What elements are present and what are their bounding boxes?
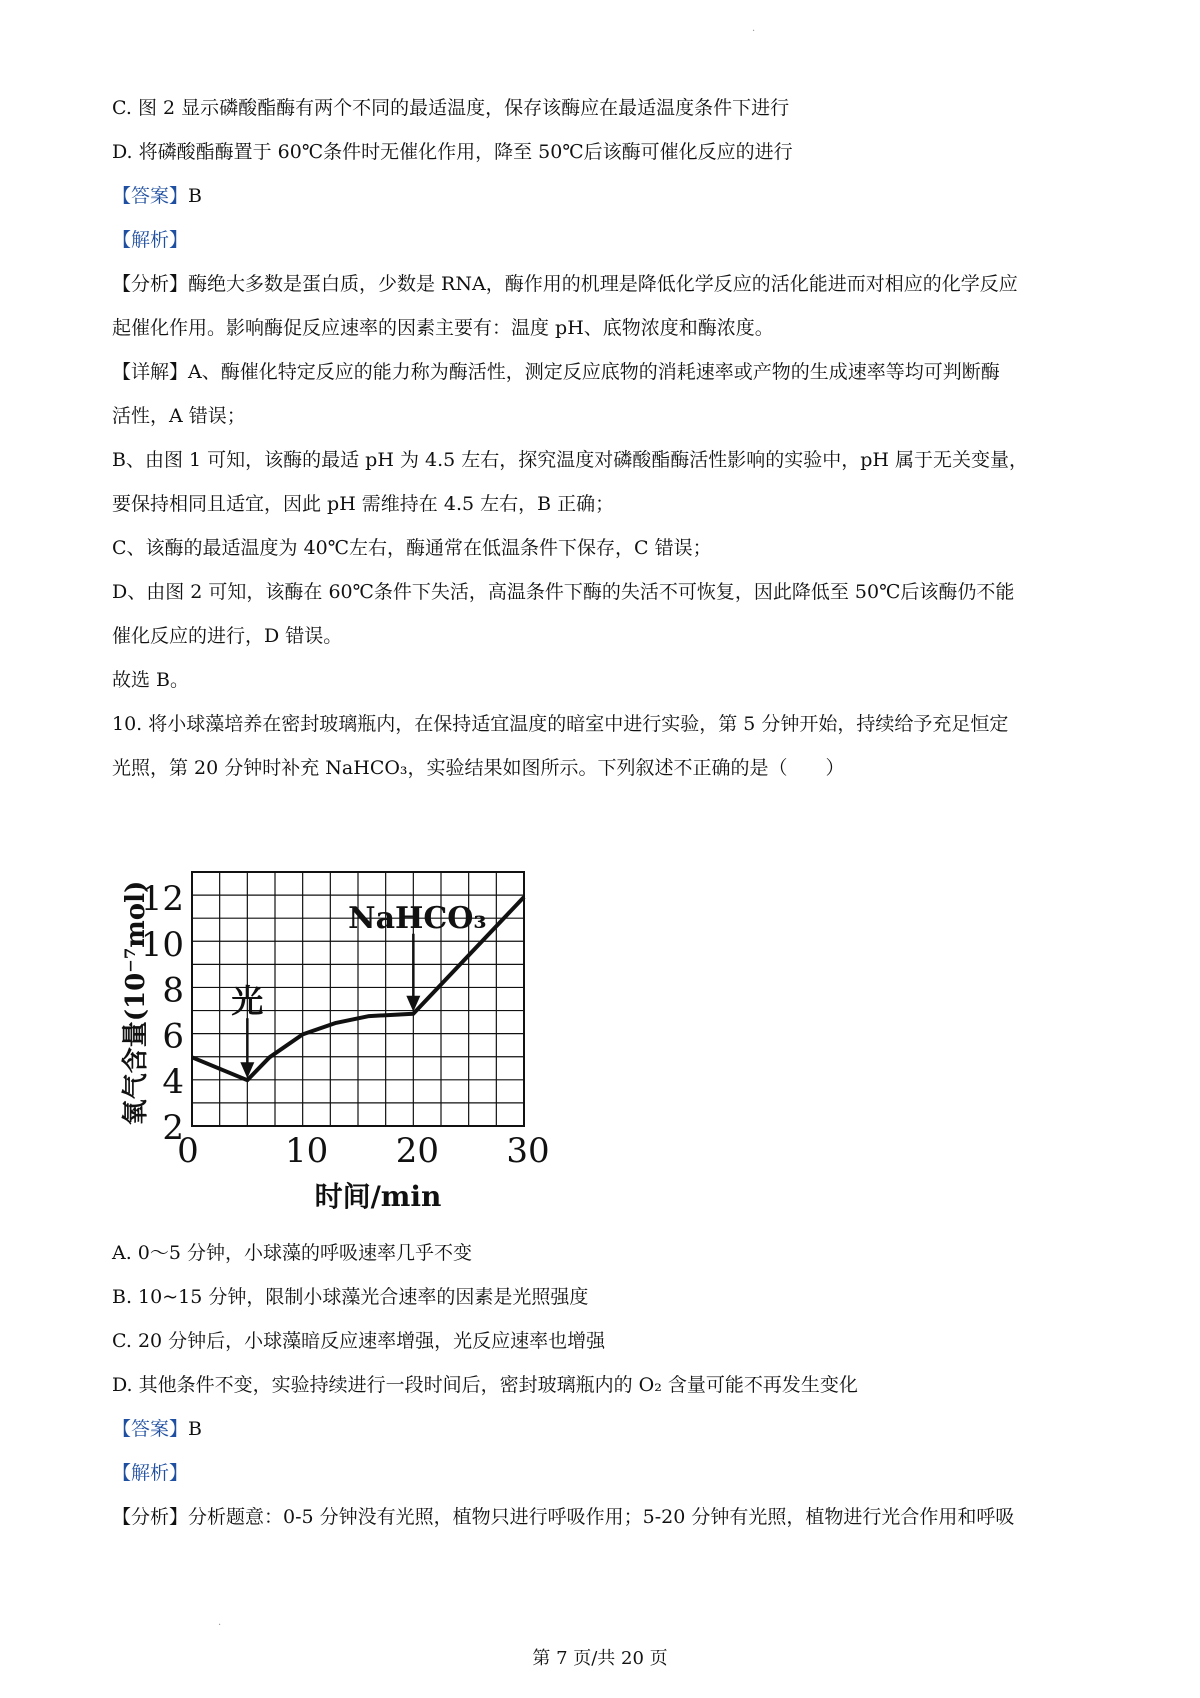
page-footer: 第 7 页/共 20 页	[532, 1648, 668, 1669]
scan-dot: ·	[218, 1620, 222, 1631]
q9-analysis-1-text: 【分析】酶绝大多数是蛋白质，少数是 RNA，酶作用的机理是降低化学反应的活化能进而对相应的化学反应	[112, 273, 1018, 295]
q10-option-d-text: D. 其他条件不变，实验持续进行一段时间后，密封玻璃瓶内的 O₂ 含量可能不再发生变化	[112, 1374, 858, 1396]
x-tick-label: 10	[285, 1131, 329, 1171]
y-axis-label: 氧气含量(10⁻⁷mol)	[121, 880, 151, 1126]
q10-stem-2-text: 光照，第 20 分钟时补充 NaHCO₃，实验结果如图所示。下列叙述不正确的是（ ）	[112, 757, 845, 779]
q9-detail-3-text: B、由图 1 可知，该酶的最适 pH 为 4.5 左右，探究温度对磷酸酯酶活性影响的实验中，pH 属于无关变量，	[112, 449, 1029, 471]
q9-answer-text: B	[188, 185, 202, 207]
q10-option-b-text: B. 10~15 分钟，限制小球藻光合速率的因素是光照强度	[112, 1286, 589, 1308]
y-tick-label: 6	[162, 1016, 184, 1057]
q10-stem-1	[112, 711, 1008, 737]
q9-analysis-2-text: 起催化作用。影响酶促反应速率的因素主要有：温度 pH、底物浓度和酶浓度。	[112, 317, 774, 339]
q9-conclusion-text: 故选 B。	[112, 669, 190, 691]
y-tick-label: 10	[140, 924, 184, 965]
q9-detail-3	[112, 447, 1028, 473]
q9-analysis-2	[112, 315, 774, 341]
q9-detail-4-text: 要保持相同且适宜，因此 pH 需维持在 4.5 左右，B 正确；	[112, 493, 615, 515]
y-tick-label: 4	[162, 1062, 184, 1103]
x-tick-label: 20	[395, 1131, 439, 1171]
q10-answer-tag: 【答案】	[112, 1418, 189, 1440]
q9-option-d-text: D. 将磷酸酯酶置于 60℃条件时无催化作用，降至 50℃后该酶可催化反应的进行	[112, 141, 793, 163]
q10-option-a	[112, 1240, 472, 1266]
q10-answer-text: B	[188, 1418, 202, 1440]
q9-option-c-text: C. 图 2 显示磷酸酯酶有两个不同的最适温度，保存该酶应在最适温度条件下进行	[112, 97, 790, 119]
q9-detail-7-text: 催化反应的进行，D 错误。	[112, 625, 343, 647]
q9-detail-6-text: D、由图 2 可知，该酶在 60℃条件下失活，高温条件下酶的失活不可恢复，因此降低至 50℃后该酶仍不能	[112, 581, 1015, 603]
q10-stem-1-text: 10. 将小球藻培养在密封玻璃瓶内，在保持适宜温度的暗室中进行实验，第 5 分钟开始，持续给予充足恒定	[112, 713, 1009, 735]
q9-option-c	[112, 95, 789, 121]
light-annotation	[231, 982, 263, 1078]
q10-option-d	[112, 1372, 858, 1398]
q9-conclusion	[112, 667, 189, 693]
q9-detail-1-text: 【详解】A、酶催化特定反应的能力称为酶活性，测定反应底物的消耗速率或产物的生成速率等均可判断酶	[112, 361, 1000, 383]
q9-analysis-heading	[112, 227, 188, 253]
q9-answer	[112, 183, 202, 209]
q9-detail-2	[112, 403, 246, 429]
q9-detail-1	[112, 359, 1000, 385]
scan-dot: ·	[752, 26, 756, 37]
q10-analysis-1-text: 【分析】分析题意：0-5 分钟没有光照，植物只进行呼吸作用；5-20 分钟有光照，植物进行光合作用和呼吸	[112, 1506, 1015, 1528]
q9-answer-tag: 【答案】	[112, 185, 189, 207]
x-tick-label: 0	[177, 1131, 199, 1171]
q10-option-c	[112, 1328, 605, 1354]
y-tick-label: 2	[162, 1108, 184, 1148]
q10-option-c-text: C. 20 分钟后，小球藻暗反应速率增强，光反应速率也增强	[112, 1330, 606, 1352]
q10-option-b	[112, 1284, 588, 1310]
y-tick-label: 12	[140, 879, 184, 919]
q9-detail-5-text: C、该酶的最适温度为 40℃左右，酶通常在低温条件下保存，C 错误；	[112, 537, 712, 559]
x-tick-label: 30	[506, 1131, 550, 1171]
q9-detail-4	[112, 491, 614, 517]
q9-option-d	[112, 139, 793, 165]
q10-analysis-heading-tag: 【解析】	[112, 1462, 189, 1484]
q10-analysis-heading	[112, 1460, 188, 1486]
x-axis-label: 时间/min	[314, 1180, 442, 1213]
q9-analysis-1	[112, 271, 1018, 297]
annotation-label: 光	[231, 982, 264, 1021]
chart-ticks	[141, 879, 550, 1171]
q9-analysis-heading-tag: 【解析】	[112, 229, 189, 251]
q10-analysis-1	[112, 1504, 1014, 1530]
q10-stem-2	[112, 755, 845, 781]
q9-detail-7	[112, 623, 342, 649]
annotation-label: NaHCO₃	[348, 900, 487, 936]
q9-detail-2-text: 活性，A 错误；	[112, 405, 246, 427]
oxygen-content-chart	[112, 860, 612, 1220]
q9-detail-6	[112, 579, 1014, 605]
chart-annotations	[231, 901, 486, 1078]
q10-option-a-text: A. 0～5 分钟，小球藻的呼吸速率几乎不变	[112, 1242, 473, 1264]
q10-answer	[112, 1416, 202, 1442]
y-tick-label: 8	[162, 970, 184, 1011]
q9-detail-5	[112, 535, 712, 561]
